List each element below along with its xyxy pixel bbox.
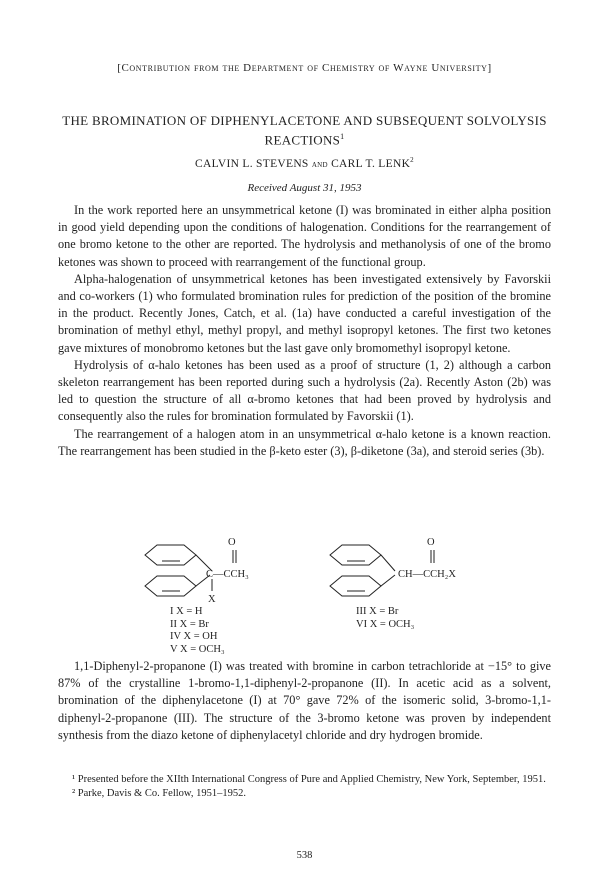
author-2: CARL T. LENK xyxy=(331,157,411,170)
footnote-2: ² Parke, Davis & Co. Fellow, 1951–1952. xyxy=(72,788,246,799)
paragraph-alpha-halogenation: Alpha-halogenation of unsymmetrical ketones has been investigated extensively by Favorskii and co-workers (1) who formulated bromination rules for prediction of the position of the bromine in the product. Recently Jones, Catch, et al. (1a) have conducted a careful investigation of the bromination of methyl ethyl, methyl propyl, and methyl isopropyl ketones. The first two ketones gave mixtures of monobromo ketones but the last gave only bromomethyl isopropyl ketone. xyxy=(58,271,551,355)
author-line xyxy=(0,156,609,170)
benzene-ring-upper-left xyxy=(145,545,196,565)
department-header: [Contribution from the Department of Chemistry of Wayne University] xyxy=(117,62,492,74)
compound-label: IV X = OH xyxy=(170,631,218,642)
carbonyl-oxygen-left: O xyxy=(228,537,236,548)
benzene-ring-upper-right xyxy=(330,545,381,565)
paragraph-bromination: 1,1-Diphenyl-2-propanone (I) was treated with bromine in carbon tetrachloride at −15° to give 87% of the crystalline 1-bromo-1,1-diphenyl-2-propanone (II). In acetic acid as a solvent, bromination of the diphenylacetone (I) at 70° gave 72% of the isomeric solid, 3-bromo-1,1-diphenyl-2-propanone (III). The structure of the 3-bromo ketone was proven by independent synthesis from the diazo ketone of diphenylacetyl chloride and dry hydrogen bromide. xyxy=(58,659,551,742)
compound-labels-left xyxy=(170,606,225,656)
compound-label: V X = OCH₃ xyxy=(170,643,225,655)
carbonyl-oxygen-right: O xyxy=(427,537,435,548)
chain-right: CH—CCH₂X xyxy=(398,569,456,580)
benzene-ring-lower-left xyxy=(145,576,196,596)
compound-labels-right xyxy=(356,606,414,631)
benzene-ring-lower-right xyxy=(330,576,381,596)
paragraph-hydrolysis: Hydrolysis of α-halo ketones has been used as a proof of structure (1, 2) although a carbon skeleton rearrangement has been reported during such a hydrolysis (2a). Recently Aston (2b) was led to question the structure of all α-bromo ketones that had been proved by hydrolysis and consequently also the rules for bromination formulated by Favorskii (1). xyxy=(58,357,551,424)
substituent-x: X xyxy=(208,594,216,605)
author-1: CALVIN L. STEVENS xyxy=(195,157,309,170)
title-footnote-mark: 1 xyxy=(340,132,345,141)
chemical-structures xyxy=(0,525,609,655)
author-conjunction: and xyxy=(311,158,328,170)
paragraph-rearrangement: The rearrangement of a halogen atom in an unsymmetrical α-halo ketone is a known reaction. The rearrangement has been studied in the β-keto ester (3), β-diketone (3a), and steroid series (3b). xyxy=(58,426,551,458)
paragraph-abstract: In the work reported here an unsymmetrical ketone (I) was brominated in either alpha position in good yield depending upon the conditions of halogenation. Conditions for the rearrangement of one bromo ketone to the other are reported. The hydrolysis and methanolysis of one of the bromo ketones was shown to proceed with rearrangement of the functional group. xyxy=(58,203,551,269)
page-number: 538 xyxy=(296,850,313,861)
article-title-text: THE BROMINATION OF DIPHENYLACETONE AND SUBSEQUENT SOLVOLYSIS REACTIONS xyxy=(62,113,547,148)
author-footnote-mark: 2 xyxy=(410,156,414,164)
received-date: Received August 31, 1953 xyxy=(247,182,362,194)
body-text-upper xyxy=(58,202,551,460)
body-text-lower xyxy=(58,658,551,744)
article-title xyxy=(60,113,549,148)
chain-left: C—CCH₃ xyxy=(206,569,249,580)
compound-label: II X = Br xyxy=(170,618,209,630)
footnote-1: ¹ Presented before the XIIth International Congress of Pure and Applied Chemistry, New York, September, 1951. xyxy=(72,774,546,785)
compound-label: III X = Br xyxy=(356,606,399,617)
structure-drawing xyxy=(0,525,609,655)
footnotes xyxy=(58,773,551,801)
compound-label: I X = H xyxy=(170,606,203,617)
compound-label: VI X = OCH₃ xyxy=(356,618,415,630)
